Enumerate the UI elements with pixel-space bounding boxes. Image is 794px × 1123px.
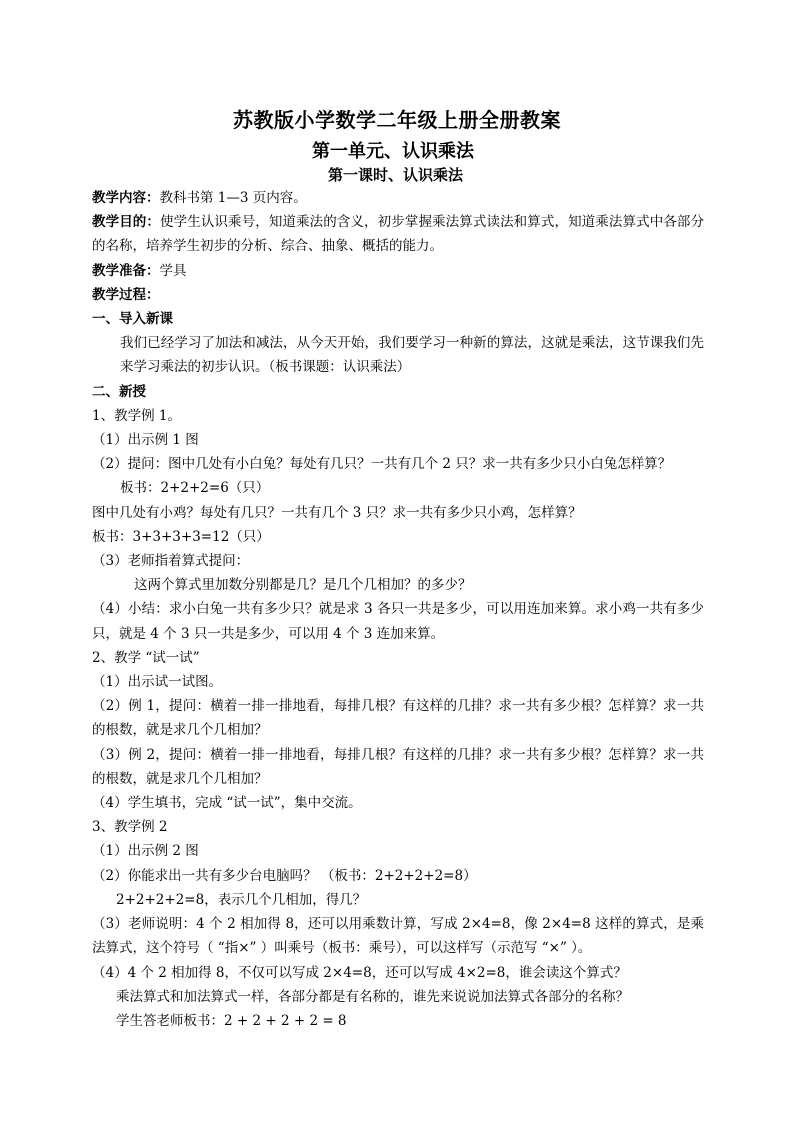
label-teaching-process: 教学过程： [92, 286, 160, 303]
step-1-item-3-question: 这两个算式里加数分别都是几？是几个几相加？的多少？ [134, 577, 472, 594]
step-1-item-3: （3）老师指着算式提问： [92, 553, 250, 570]
step-1-item-4: （4）小结：求小白兔一共有多少只？就是求 3 各只一共是多少，可以用连加来算。求小鸡一共有多少只，就是 4 个 3 只一共是多少，可以用 4 个 3 连加来算。 [92, 601, 704, 642]
step-3-item-1: （1）出示例 2 图 [92, 843, 199, 860]
step-1-board-rabbit: 板书：2+2+2=6（只） [120, 480, 270, 497]
step-3-item-2-equation: 2+2+2+2=8，表示几个几相加，得几？ [116, 891, 367, 908]
step-3-item-4-board: 学生答老师板书：2 + 2 + 2 + 2 = 8 [116, 1012, 347, 1029]
step-3-item-4: （4）4 个 2 相加得 8，不仅可以写成 2×4=8，还可以写成 4×2=8，谁会读这个算式？ [92, 964, 627, 981]
text-teaching-prep: 学具 [159, 262, 187, 279]
step-1-item-1: （1）出示例 1 图 [92, 432, 199, 449]
section-heading-intro: 一、导入新课 [92, 311, 173, 328]
label-teaching-content: 教学内容： [92, 190, 160, 206]
step-1-chick-question: 图中几处有小鸡？每处有几只？一共有几个 3 只？求一共有多少只小鸡，怎样算？ [92, 504, 582, 521]
step-1-item-2: （2）提问：图中几处有小白兔？每处有几只？一共有几个 2 只？求一共有多少只小白兔怎样算？ [92, 456, 672, 473]
label-teaching-goal: 教学目的： [92, 214, 161, 231]
step-1-board-chick: 板书：3+3+3+3=12（只） [92, 528, 270, 545]
step-3-item-3: （3）老师说明：4 个 2 相加得 8，还可以用乘数计算，写成 2×4=8，像 2×4=8 这样的算式，是乘法算式，这个符号（ “指×” ）叫乘号（板书：乘号），可以这样写（示范写 “×” ）。 [92, 916, 704, 957]
step-2-item-3: （3）例 2，提问：横着一排一排地看，每排几根？有这样的几排？求一共有多少根？怎样算？求一共的根数，就是求几个几相加？ [92, 746, 704, 787]
teaching-prep-line [92, 259, 704, 283]
step-2-item-4: （4）学生填书，完成 “试一试”，集中交流。 [92, 795, 362, 812]
lesson-body [92, 186, 704, 1033]
text-teaching-content: 教科书第 1—3 页内容。 [159, 190, 307, 206]
step-2-item-1: （1）出示试一试图。 [92, 674, 223, 691]
teaching-content-line [92, 186, 704, 210]
step-1-heading: 1、教学例 1。 [92, 407, 181, 424]
step-3-item-2: （2）你能求出一共有多少台电脑吗？ （板书：2+2+2+2=8） [92, 867, 477, 884]
lesson-title: 第一课时、认识乘法 [328, 166, 464, 184]
unit-title: 第一单元、认识乘法 [312, 141, 474, 162]
section-heading-new: 二、新授 [92, 383, 146, 400]
step-3-item-4-question: 乘法算式和加法算式一样，各部分都是有名称的，谁先来说说加法算式各部分的名称？ [116, 988, 629, 1005]
label-teaching-prep: 教学准备： [92, 262, 160, 279]
document-title: 苏教版小学数学二年级上册全册教案 [233, 108, 561, 132]
intro-paragraph: 我们已经学习了加法和减法，从今天开始，我们要学习一种新的算法，这就是乘法，这节课我们先来学习乘法的初步认识。（板书课题：认识乘法） [120, 335, 704, 376]
teaching-goal-paragraph [92, 210, 704, 258]
text-teaching-goal: 使学生认识乘号，知道乘法的含义，初步掌握乘法算式读法和算式，知道乘法算式中各部分的名称，培养学生初步的分析、综合、抽象、概括的能力。 [92, 214, 705, 255]
step-2-item-2: （2）例 1，提问：横着一排一排地看，每排几根？有这样的几排？求一共有多少根？怎样算？求一共的根数，就是求几个几相加？ [92, 698, 704, 739]
step-3-heading: 3、教学例 2 [92, 819, 168, 836]
step-2-heading: 2、教学 “试一试” [92, 649, 200, 666]
